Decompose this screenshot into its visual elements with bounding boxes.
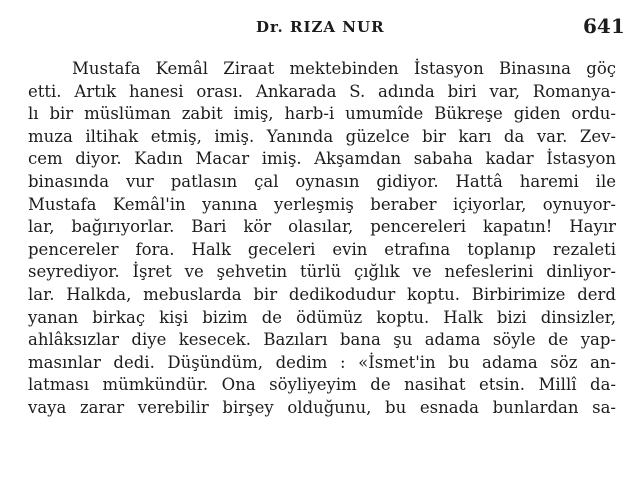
text-line: muza iltihak etmiş, imiş. Yanında güzelce bir karı da var. Zev- [28,126,616,146]
text-line: ahlâksızlar diye kesecek. Bazıları bana şu adama söyle de yap- [28,330,616,350]
text-line: masınlar dedi. Düşündüm, dedim : «İsmet'in bu adama söz an- [28,352,616,372]
page-header [0,14,644,44]
page-number: 641 [583,14,625,38]
text-line: seyrediyor. İşret ve şehvetin türlü çığlık ve nefeslerini dinliyor- [28,262,616,282]
body-paragraph [28,58,616,420]
text-line: etti. Artık hanesi orası. Ankarada S. adında biri var, Romanya- [28,81,616,101]
text-line: lar. Halkda, mebuslarda bir dedikodudur koptu. Birbirimize derd [28,284,616,304]
text-line: lı bir müslüman zabit imiş, harb-i umumîde Bükreşe giden ordu- [28,104,616,124]
text-line: pencereler fora. Halk geceleri evin etrafına toplanıp rezaleti [28,239,616,259]
text-line: cem diyor. Kadın Macar imiş. Akşamdan sabaha kadar İstasyon [28,149,616,169]
text-line: latması mümkündür. Ona söyliyeyim de nasihat etsin. Millî da- [28,375,616,395]
text-line: Mustafa Kemâl'in yanına yerleşmiş beraber içiyorlar, oynuyor- [28,194,616,214]
text-line: vaya zarar verebilir birşey olduğunu, bu esnada bunlardan sa- [28,397,616,417]
text-line: lar, bağırıyorlar. Bari kör olasılar, pencereleri kapatın! Hayır [28,217,616,237]
text-line: Mustafa Kemâl Ziraat mektebinden İstasyon Binasına göç [72,59,616,78]
running-head: Dr. RIZA NUR [256,18,385,36]
text-line: binasında vur patlasın çal oynasın gidiyor. Hattâ haremi ile [28,171,616,191]
text-line: yanan birkaç kişi bizim de ödümüz koptu. Halk bizi dinsizler, [28,307,616,327]
